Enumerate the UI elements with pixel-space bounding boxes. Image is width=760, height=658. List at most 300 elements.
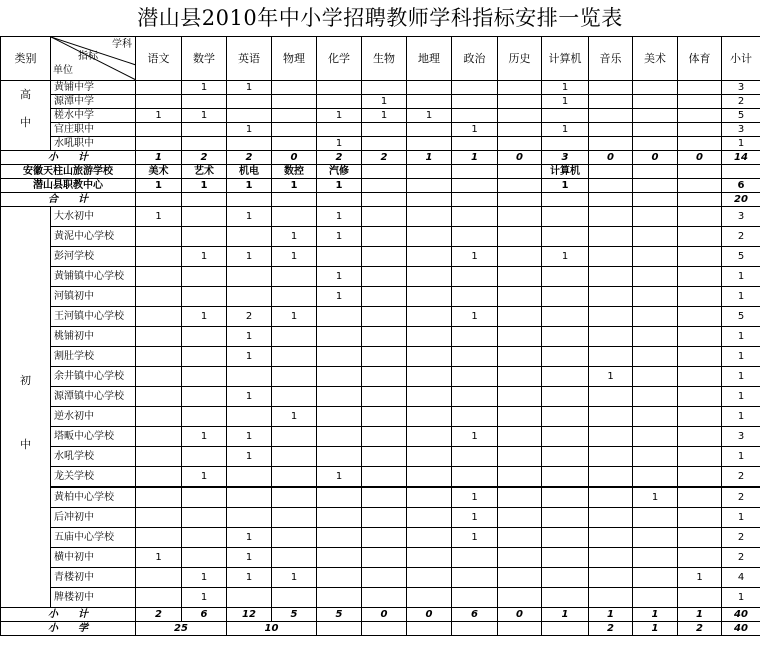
category-middle [1, 207, 51, 608]
quota-cell [633, 407, 678, 427]
row-total: 1 [722, 407, 760, 427]
quota-cell [136, 427, 182, 447]
quota-cell [136, 467, 182, 488]
quota-cell [227, 287, 272, 307]
category-high [1, 81, 51, 151]
table-row [1, 347, 760, 367]
quota-cell [136, 588, 182, 608]
quota-cell [407, 327, 452, 347]
quota-cell [317, 327, 362, 347]
specialty-cell: 美术 [136, 165, 182, 179]
quota-cell [407, 387, 452, 407]
quota-cell [542, 287, 589, 307]
quota-cell [589, 95, 633, 109]
subtotal-value: 0 [407, 608, 452, 622]
quota-cell [182, 528, 227, 548]
quota-cell: 1 [227, 327, 272, 347]
quota-cell [227, 487, 272, 508]
quota-cell: 1 [182, 588, 227, 608]
quota-cell [317, 588, 362, 608]
row-total: 1 [722, 327, 760, 347]
quota-cell [678, 193, 722, 207]
quota-cell [407, 528, 452, 548]
quota-cell [182, 267, 227, 287]
quota-cell [633, 508, 678, 528]
quota-cell [452, 109, 498, 123]
quota-cell [542, 207, 589, 227]
quota-cell: 1 [136, 179, 182, 193]
quota-cell [317, 193, 362, 207]
quota-cell [407, 207, 452, 227]
quota-cell [633, 367, 678, 387]
quota-cell [589, 267, 633, 287]
quota-cell: 1 [136, 548, 182, 568]
quota-cell [633, 347, 678, 367]
quota-cell [136, 528, 182, 548]
quota-cell [498, 528, 542, 548]
quota-cell [182, 287, 227, 307]
subtotal-value: 0 [498, 608, 542, 622]
quota-cell [136, 387, 182, 407]
school-name: 黄铺镇中心学校 [51, 267, 136, 287]
subtotal-value: 2 [182, 151, 227, 165]
specialty-cell: 数控 [272, 165, 317, 179]
table-row [1, 37, 760, 81]
subject-header: 生物 [362, 37, 407, 81]
quota-cell [227, 227, 272, 247]
quota-cell [633, 179, 678, 193]
quota-cell [317, 548, 362, 568]
school-name: 槎水中学 [51, 109, 136, 123]
combined-label: 合 计 [1, 193, 136, 207]
quota-cell [678, 588, 722, 608]
quota-cell: 1 [227, 548, 272, 568]
quota-cell [407, 467, 452, 488]
subtotal-value: 0 [498, 151, 542, 165]
quota-cell [317, 427, 362, 447]
specialty-cell [407, 165, 452, 179]
quota-cell [589, 123, 633, 137]
subtotal-value: 0 [633, 151, 678, 165]
specialty-cell: 计算机 [542, 165, 589, 179]
quota-cell [182, 207, 227, 227]
quota-cell [136, 81, 182, 95]
quota-cell: 1 [452, 307, 498, 327]
quota-cell [272, 207, 317, 227]
quota-cell [136, 407, 182, 427]
row-total: 1 [722, 287, 760, 307]
primary-value: 2 [678, 622, 722, 636]
quota-cell [589, 407, 633, 427]
school-name: 安徽天柱山旅游学校 [1, 165, 136, 179]
quota-cell [542, 327, 589, 347]
quota-cell [452, 327, 498, 347]
quota-cell: 1 [407, 109, 452, 123]
quota-cell [542, 568, 589, 588]
quota-cell [542, 193, 589, 207]
quota-cell: 1 [317, 227, 362, 247]
quota-cell: 1 [452, 247, 498, 267]
quota-cell [678, 267, 722, 287]
quota-cell [498, 568, 542, 588]
specialty-cell [362, 165, 407, 179]
quota-cell: 1 [227, 427, 272, 447]
specialty-cell: 艺术 [182, 165, 227, 179]
quota-cell [227, 508, 272, 528]
quota-cell [182, 327, 227, 347]
quota-cell [227, 193, 272, 207]
specialty-cell: 机电 [227, 165, 272, 179]
quota-cell [498, 548, 542, 568]
quota-cell [589, 387, 633, 407]
quota-cell [498, 427, 542, 447]
table-row [1, 137, 760, 151]
quota-cell: 2 [227, 307, 272, 327]
subtotal-value: 3 [542, 151, 589, 165]
quota-cell: 1 [227, 247, 272, 267]
quota-cell [633, 287, 678, 307]
subject-header: 音乐 [589, 37, 633, 81]
quota-cell [407, 193, 452, 207]
quota-cell [542, 588, 589, 608]
quota-cell [272, 81, 317, 95]
quota-cell: 1 [272, 227, 317, 247]
quota-cell [589, 193, 633, 207]
quota-cell [136, 287, 182, 307]
quota-cell [362, 193, 407, 207]
quota-cell [362, 307, 407, 327]
quota-cell: 1 [182, 179, 227, 193]
quota-cell [182, 447, 227, 467]
primary-value: 25 [136, 622, 227, 636]
quota-cell [633, 227, 678, 247]
quota-cell: 1 [182, 81, 227, 95]
quota-cell [362, 407, 407, 427]
quota-cell: 1 [182, 109, 227, 123]
quota-cell [317, 95, 362, 109]
quota-cell [498, 327, 542, 347]
subject-header: 地理 [407, 37, 452, 81]
subtotal-total: 40 [722, 608, 760, 622]
row-total: 1 [722, 267, 760, 287]
quota-cell [317, 367, 362, 387]
quota-cell [136, 193, 182, 207]
quota-cell [452, 387, 498, 407]
quota-cell [136, 95, 182, 109]
quota-cell [272, 123, 317, 137]
quota-cell [272, 193, 317, 207]
diag-subject-label: 学科 [112, 39, 132, 50]
quota-cell [498, 347, 542, 367]
school-name: 水吼学校 [51, 447, 136, 467]
combined-total: 20 [722, 193, 760, 207]
quota-cell [498, 247, 542, 267]
quota-cell [182, 193, 227, 207]
recruitment-table [0, 36, 760, 636]
subject-header: 政治 [452, 37, 498, 81]
quota-cell [589, 508, 633, 528]
quota-cell [452, 467, 498, 488]
table-row [1, 267, 760, 287]
category-middle-bottom: 中 [20, 438, 31, 451]
quota-cell [498, 137, 542, 151]
quota-cell [362, 548, 407, 568]
quota-cell [272, 347, 317, 367]
quota-cell [678, 179, 722, 193]
table-row [1, 95, 760, 109]
page-title: 潜山县2010年中小学招聘教师学科指标安排一览表 [137, 6, 623, 30]
quota-cell [182, 227, 227, 247]
quota-cell [407, 179, 452, 193]
quota-cell [272, 367, 317, 387]
quota-cell [362, 447, 407, 467]
row-total: 3 [722, 81, 760, 95]
subtotal-value: 2 [362, 151, 407, 165]
quota-cell [362, 207, 407, 227]
quota-cell: 1 [317, 467, 362, 488]
subject-header: 语文 [136, 37, 182, 81]
quota-cell [407, 568, 452, 588]
quota-cell [678, 95, 722, 109]
quota-cell [317, 123, 362, 137]
quota-cell [407, 307, 452, 327]
quota-cell [317, 447, 362, 467]
specialty-cell [633, 165, 678, 179]
quota-cell: 1 [542, 123, 589, 137]
quota-cell [589, 427, 633, 447]
school-name: 黄柏中心学校 [51, 487, 136, 508]
quota-cell [633, 447, 678, 467]
quota-cell [633, 568, 678, 588]
subtotal-total: 14 [722, 151, 760, 165]
quota-cell [498, 267, 542, 287]
quota-cell [498, 193, 542, 207]
quota-cell [136, 307, 182, 327]
quota-cell: 1 [182, 427, 227, 447]
school-name: 水吼职中 [51, 137, 136, 151]
quota-cell [407, 548, 452, 568]
quota-cell [678, 227, 722, 247]
quota-cell [362, 81, 407, 95]
quota-cell [452, 137, 498, 151]
quota-cell [227, 109, 272, 123]
quota-cell [633, 207, 678, 227]
quota-cell [633, 123, 678, 137]
quota-cell [362, 347, 407, 367]
quota-cell: 1 [317, 287, 362, 307]
subtotal-value: 0 [362, 608, 407, 622]
quota-cell [317, 247, 362, 267]
quota-cell [498, 407, 542, 427]
quota-cell: 1 [182, 467, 227, 488]
row-total: 4 [722, 568, 760, 588]
diag-index-label: 指标 [78, 51, 98, 62]
quota-cell: 1 [678, 568, 722, 588]
quota-cell [272, 287, 317, 307]
category-header: 类别 [1, 37, 51, 81]
school-name: 龙关学校 [51, 467, 136, 488]
subject-header: 化学 [317, 37, 362, 81]
quota-cell [498, 487, 542, 508]
subject-header: 英语 [227, 37, 272, 81]
quota-cell: 1 [589, 367, 633, 387]
quota-cell [633, 109, 678, 123]
quota-cell [498, 95, 542, 109]
row-total [722, 165, 760, 179]
quota-cell [498, 467, 542, 488]
quota-cell [452, 568, 498, 588]
school-name: 官庄职中 [51, 123, 136, 137]
quota-cell [589, 487, 633, 508]
quota-cell [272, 387, 317, 407]
specialty-cell [589, 165, 633, 179]
school-name: 大水初中 [51, 207, 136, 227]
subtotal-value: 0 [678, 151, 722, 165]
row-total: 1 [722, 387, 760, 407]
quota-cell [362, 487, 407, 508]
table-row [1, 568, 760, 588]
subtotal-value: 6 [452, 608, 498, 622]
table-row [1, 81, 760, 95]
quota-cell [633, 588, 678, 608]
quota-cell [589, 179, 633, 193]
subtotal-value: 2 [227, 151, 272, 165]
quota-cell: 1 [452, 487, 498, 508]
quota-cell [272, 548, 317, 568]
quota-cell [227, 267, 272, 287]
quota-cell [678, 307, 722, 327]
quota-cell [589, 327, 633, 347]
table-row [1, 467, 760, 488]
primary-value: 1 [633, 622, 678, 636]
quota-cell: 1 [317, 137, 362, 151]
quota-cell [452, 81, 498, 95]
quota-cell [136, 487, 182, 508]
subject-header: 体育 [678, 37, 722, 81]
quota-cell [452, 447, 498, 467]
quota-cell [182, 407, 227, 427]
quota-cell [227, 407, 272, 427]
table-row [1, 387, 760, 407]
table-row [1, 247, 760, 267]
table-row [1, 165, 760, 179]
quota-cell [317, 528, 362, 548]
school-name: 余井镇中心学校 [51, 367, 136, 387]
school-name: 塔畈中心学校 [51, 427, 136, 447]
table-row [1, 407, 760, 427]
row-total: 6 [722, 179, 760, 193]
quota-cell [633, 528, 678, 548]
quota-cell [678, 407, 722, 427]
quota-cell [407, 487, 452, 508]
subject-header: 美术 [633, 37, 678, 81]
quota-cell [272, 109, 317, 123]
quota-cell [589, 467, 633, 488]
quota-cell [589, 247, 633, 267]
quota-cell [678, 447, 722, 467]
quota-cell [542, 487, 589, 508]
quota-cell [542, 267, 589, 287]
category-high-top: 高 [20, 88, 31, 101]
quota-cell [407, 407, 452, 427]
quota-cell [317, 487, 362, 508]
table-row [1, 588, 760, 608]
quota-cell [317, 407, 362, 427]
quota-cell [227, 137, 272, 151]
quota-cell [407, 427, 452, 447]
quota-cell [362, 179, 407, 193]
quota-cell: 1 [227, 568, 272, 588]
quota-cell [227, 367, 272, 387]
subtotal-value: 1 [407, 151, 452, 165]
quota-cell: 1 [452, 123, 498, 137]
quota-cell [633, 81, 678, 95]
table-row [1, 193, 760, 207]
quota-cell [678, 467, 722, 488]
quota-cell [182, 137, 227, 151]
quota-cell: 1 [227, 347, 272, 367]
quota-cell [498, 367, 542, 387]
quota-cell: 1 [542, 247, 589, 267]
table-row [1, 622, 760, 636]
quota-cell: 1 [182, 307, 227, 327]
quota-cell [542, 508, 589, 528]
quota-cell [678, 347, 722, 367]
quota-cell [498, 227, 542, 247]
school-name: 王河镇中心学校 [51, 307, 136, 327]
row-total: 3 [722, 427, 760, 447]
quota-cell [136, 137, 182, 151]
subject-header: 计算机 [542, 37, 589, 81]
row-total: 2 [722, 227, 760, 247]
subject-header: 历史 [498, 37, 542, 81]
subtotal-value: 2 [317, 151, 362, 165]
quota-cell: 1 [272, 307, 317, 327]
quota-cell [542, 137, 589, 151]
quota-cell [407, 588, 452, 608]
school-name: 逆水初中 [51, 407, 136, 427]
quota-cell [182, 347, 227, 367]
quota-cell [452, 95, 498, 109]
primary-value [407, 622, 452, 636]
quota-cell [362, 508, 407, 528]
school-name: 割肚学校 [51, 347, 136, 367]
row-total: 1 [722, 347, 760, 367]
quota-cell [589, 137, 633, 151]
diag-unit-label: 单位 [53, 65, 73, 76]
quota-cell [362, 588, 407, 608]
table-row [1, 447, 760, 467]
row-total: 2 [722, 548, 760, 568]
quota-cell [182, 548, 227, 568]
quota-cell [272, 588, 317, 608]
quota-cell [678, 427, 722, 447]
quota-cell: 1 [272, 568, 317, 588]
quota-cell [362, 137, 407, 151]
quota-cell: 1 [452, 528, 498, 548]
quota-cell [136, 267, 182, 287]
school-name: 横中初中 [51, 548, 136, 568]
quota-cell: 1 [542, 95, 589, 109]
quota-cell [407, 137, 452, 151]
quota-cell [678, 327, 722, 347]
quota-cell [498, 81, 542, 95]
quota-cell [452, 267, 498, 287]
primary-value [498, 622, 542, 636]
quota-cell [498, 588, 542, 608]
quota-cell [407, 367, 452, 387]
quota-cell [633, 548, 678, 568]
